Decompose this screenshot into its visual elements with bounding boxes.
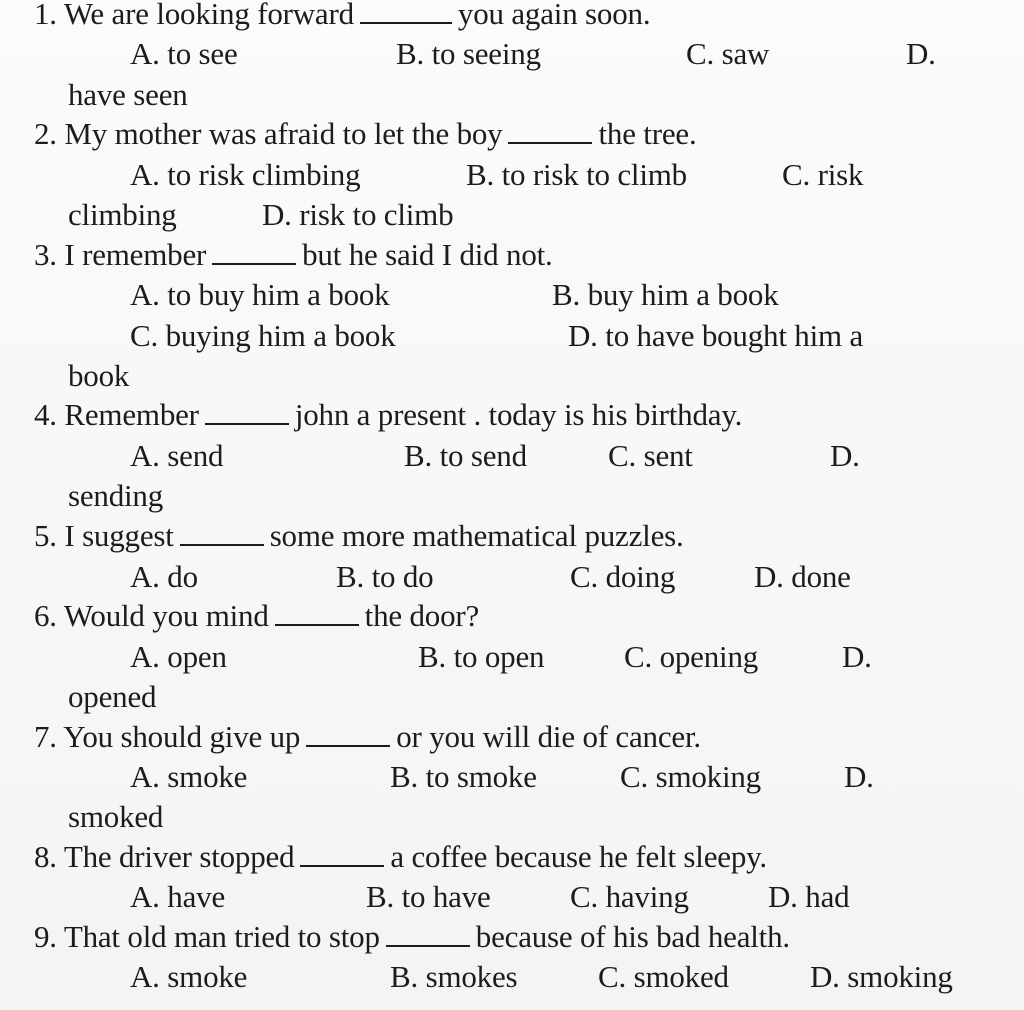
question-7-text-before: 7. You should give up — [34, 719, 301, 754]
question-4-stem — [34, 397, 742, 433]
answer-blank — [205, 397, 289, 425]
question-2-text-before: 2. My mother was afraid to let the boy — [34, 116, 503, 151]
question-1-text-after: you again soon. — [457, 0, 651, 31]
question-7-option-d: D. — [844, 759, 874, 794]
question-1-option-a: A. to see — [130, 36, 238, 71]
question-9-option-b: B. smokes — [390, 959, 518, 994]
question-5-option-b: B. to do — [336, 559, 434, 594]
answer-blank — [306, 719, 390, 747]
question-5-text-before: 5. I suggest — [34, 518, 174, 553]
question-1-text-before: 1. We are looking forward — [34, 0, 354, 31]
question-5-text-after: some more mathematical puzzles. — [269, 518, 684, 553]
question-2-option-b: B. to risk to climb — [466, 157, 687, 192]
question-6-option-c: C. opening — [624, 639, 759, 674]
question-8-option-a: A. have — [130, 879, 226, 914]
question-7-option-c: C. smoking — [620, 759, 761, 794]
question-8-option-d: D. had — [768, 879, 850, 914]
question-7-text-after: or you will die of cancer. — [396, 719, 701, 754]
question-5-stem — [34, 518, 684, 554]
question-1-option-b: B. to seeing — [396, 36, 541, 71]
question-1-option-c: C. saw — [686, 36, 770, 71]
question-8-stem — [34, 839, 767, 875]
answer-blank — [300, 839, 384, 867]
question-5-option-c: C. doing — [570, 559, 676, 594]
answer-blank — [508, 116, 592, 144]
question-5-option-d: D. done — [754, 559, 851, 594]
question-8-text-before: 8. The driver stopped — [34, 839, 295, 874]
question-9-text-before: 9. That old man tried to stop — [34, 919, 380, 954]
question-6-option-d: D. — [842, 639, 872, 674]
answer-blank — [360, 0, 452, 24]
question-2-text-after: the tree. — [598, 116, 697, 151]
question-7-option-b: B. to smoke — [390, 759, 537, 794]
answer-blank — [180, 518, 264, 546]
question-9-option-c: C. smoked — [598, 959, 729, 994]
question-9-option-a: A. smoke — [130, 959, 248, 994]
question-6-option-b: B. to open — [418, 639, 545, 674]
question-8-option-b: B. to have — [366, 879, 491, 914]
question-6-text-after: the door? — [364, 598, 480, 633]
question-1-stem — [34, 0, 650, 32]
question-4-option-a: A. send — [130, 438, 224, 473]
question-9-text-after: because of his bad health. — [475, 919, 790, 954]
question-4-option-d: D. — [830, 438, 860, 473]
answer-blank — [275, 598, 359, 626]
question-9-option-d: D. smoking — [810, 959, 953, 994]
question-3-option-a: A. to buy him a book — [130, 277, 390, 312]
question-3-option-c: C. buying him a book — [130, 318, 396, 353]
question-1-option-d: D. — [906, 36, 936, 71]
question-4-option-c: C. sent — [608, 438, 693, 473]
question-4-option-d-continued: sending — [68, 478, 164, 513]
question-7-stem — [34, 719, 701, 755]
answer-blank — [212, 237, 296, 265]
question-6-option-d-continued: opened — [68, 679, 157, 714]
question-9-stem — [34, 919, 790, 955]
question-4-text-before: 4. Remember — [34, 397, 199, 432]
question-5-option-a: A. do — [130, 559, 198, 594]
question-3-stem — [34, 237, 553, 273]
question-3-option-d: D. to have bought him a — [568, 318, 864, 353]
question-1-option-d-continued: have seen — [68, 77, 188, 112]
question-3-text-after: but he said I did not. — [302, 237, 553, 272]
question-3-option-b: B. buy him a book — [552, 277, 779, 312]
question-6-text-before: 6. Would you mind — [34, 598, 269, 633]
question-8-text-after: a coffee because he felt sleepy. — [390, 839, 767, 874]
question-2-option-d: D. risk to climb — [262, 197, 454, 232]
question-6-stem — [34, 598, 479, 634]
question-7-option-a: A. smoke — [130, 759, 248, 794]
question-2-stem — [34, 116, 697, 152]
question-4-option-b: B. to send — [404, 438, 527, 473]
question-2-option-c-continued: climbing — [68, 197, 177, 232]
question-2-option-a: A. to risk climbing — [130, 157, 361, 192]
answer-blank — [386, 919, 470, 947]
question-8-option-c: C. having — [570, 879, 689, 914]
question-2-option-c: C. risk — [782, 157, 864, 192]
question-4-text-after: john a present . today is his birthday. — [294, 397, 743, 432]
question-7-option-d-continued: smoked — [68, 799, 164, 834]
question-3-option-d-continued: book — [68, 358, 130, 393]
question-6-option-a: A. open — [130, 639, 227, 674]
question-3-text-before: 3. I remember — [34, 237, 207, 272]
